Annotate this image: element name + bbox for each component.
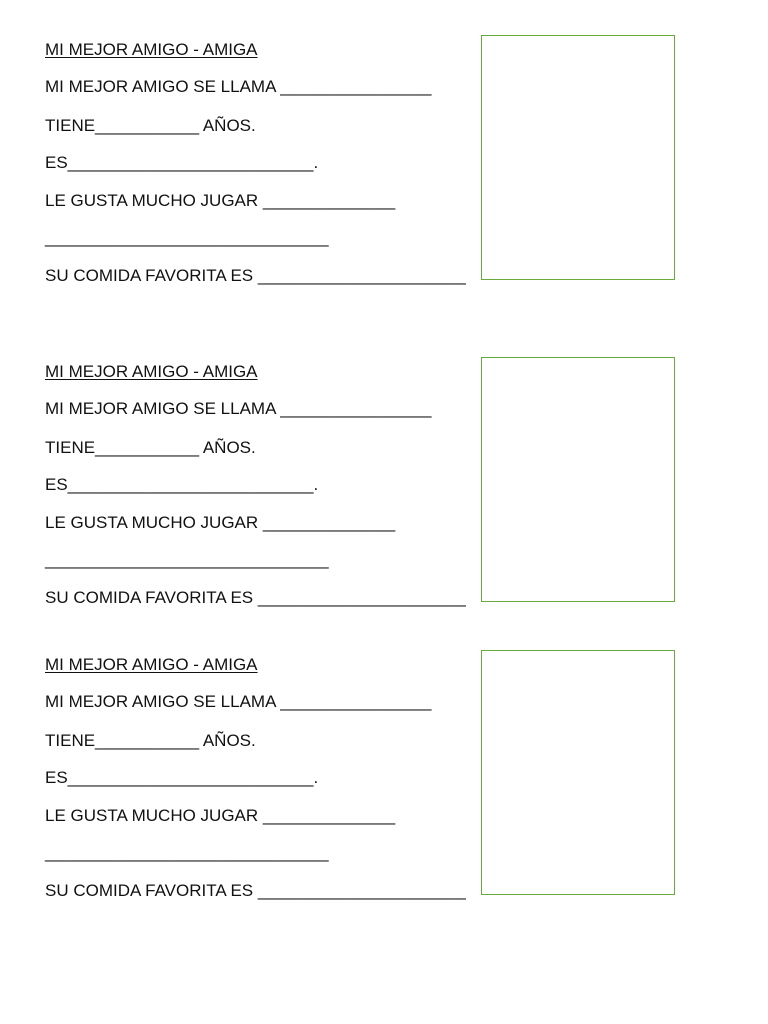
food-line: SU COMIDA FAVORITA ES ______________________ xyxy=(45,266,466,285)
card-title: MI MEJOR AMIGO - AMIGA xyxy=(45,40,258,59)
friend-card-3 xyxy=(0,645,768,905)
blank-line: ______________________________ xyxy=(45,843,329,862)
likes-line: LE GUSTA MUCHO JUGAR ______________ xyxy=(45,191,396,210)
name-line: MI MEJOR AMIGO SE LLAMA ________________ xyxy=(45,399,432,418)
card-title: MI MEJOR AMIGO - AMIGA xyxy=(45,362,258,381)
card-title: MI MEJOR AMIGO - AMIGA xyxy=(45,655,258,674)
food-line: SU COMIDA FAVORITA ES ______________________ xyxy=(45,881,466,900)
age-line: TIENE___________ AÑOS. xyxy=(45,731,256,750)
age-line: TIENE___________ AÑOS. xyxy=(45,438,256,457)
drawing-box xyxy=(481,650,675,895)
name-line: MI MEJOR AMIGO SE LLAMA ________________ xyxy=(45,77,432,96)
blank-line: ______________________________ xyxy=(45,550,329,569)
description-line: ES__________________________. xyxy=(45,475,319,494)
likes-line: LE GUSTA MUCHO JUGAR ______________ xyxy=(45,806,396,825)
name-line: MI MEJOR AMIGO SE LLAMA ________________ xyxy=(45,692,432,711)
description-line: ES__________________________. xyxy=(45,153,319,172)
age-line: TIENE___________ AÑOS. xyxy=(45,116,256,135)
drawing-box xyxy=(481,357,675,602)
friend-card-2 xyxy=(0,352,768,612)
friend-card-1 xyxy=(0,30,768,290)
blank-line: ______________________________ xyxy=(45,228,329,247)
drawing-box xyxy=(481,35,675,280)
description-line: ES__________________________. xyxy=(45,768,319,787)
food-line: SU COMIDA FAVORITA ES ______________________ xyxy=(45,588,466,607)
likes-line: LE GUSTA MUCHO JUGAR ______________ xyxy=(45,513,396,532)
